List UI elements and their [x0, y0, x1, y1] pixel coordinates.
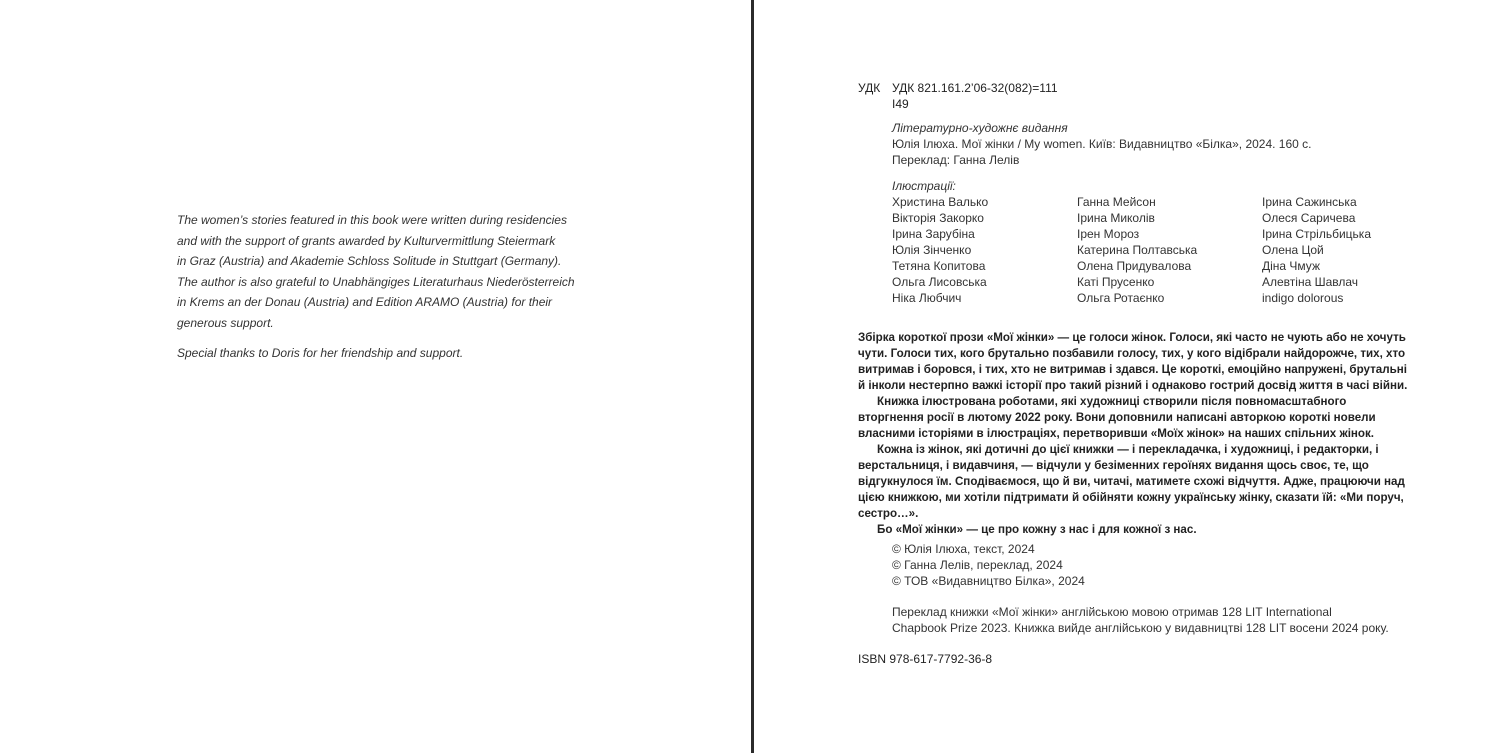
author-index: І49	[892, 97, 909, 111]
udk-code: УДК 821.161.2’06-32(082)=111	[892, 81, 1058, 95]
illustrator-name: indigo dolorous	[1262, 291, 1344, 305]
page-gutter-divider	[751, 0, 754, 753]
translation-credit: Переклад: Ганна Лелів	[892, 153, 1020, 167]
annotation-paragraph: Кожна із жінок, які дотичні до цієї книжки — і перекладачка, і художниці, і редакторки, і верстальниця, і видавчиня, — відчули у безіменних героїнях видання щось своє, те, що відгукнулося їм. Сподіваємося, що й ви, читачі, матимете схожі відчуття. Адже, працюючи над цією книжкою, ми хотіли підтримати й обійняти кожну українську жінку, сказати їй: «Ми поруч, сестро…».	[858, 443, 1405, 520]
right-page	[755, 0, 1506, 753]
isbn: ISBN 978-617-7792-36-8	[858, 652, 993, 666]
illustrators-block	[892, 178, 1371, 306]
bibliographic-record: Юлія Ілюха. Мої жінки / My women. Київ: Видавництво «Білка», 2024. 160 с.	[892, 137, 1312, 151]
annotation-paragraph: Книжка ілюстрована роботами, які художниці створили після повномасштабного вторгнення росії в лютому 2022 року. Вони доповнили написані авторкою короткі новели власними історіями в ілюстраціях, перетворивши «Моїх жінок» на наших спільних жінок.	[858, 395, 1376, 440]
illustrators-column	[1077, 194, 1197, 306]
udk-label: УДК	[858, 81, 881, 95]
illustrator-name: Тетяна Копитова	[892, 259, 986, 273]
prize-line: Переклад книжки «Мої жінки» англійською мовою отримав 128 LIT International	[892, 605, 1332, 619]
acknowledgement-block	[177, 210, 597, 364]
acknowledgement-line: The women’s stories featured in this book were written during residencies	[177, 213, 567, 227]
annotation-paragraph: Бо «Мої жінки» — це про кожну з нас і для кожної з нас.	[877, 523, 1197, 536]
illustrations-title: Ілюстрації:	[892, 179, 956, 193]
edition-info	[892, 120, 1312, 168]
illustrator-name: Діна Чмуж	[1262, 259, 1320, 273]
illustrator-name: Юлія Зінченко	[892, 243, 972, 257]
illustrators-column	[892, 194, 988, 306]
acknowledgement-line: and with the support of grants awarded by Kulturvermittlung Steiermark	[177, 233, 556, 248]
edition-type: Літературно-художнє видання	[892, 121, 1068, 135]
copyright-line: © ТОВ «Видавництво Білка», 2024	[892, 574, 1085, 588]
acknowledgement-line: in Krems an der Donau (Austria) and Edition ARAMO (Austria) for their	[177, 295, 553, 309]
annotation	[858, 330, 1408, 538]
illustrator-name: Ірен Мороз	[1077, 227, 1140, 241]
illustrator-name: Ольга Лисовська	[892, 275, 987, 289]
illustrator-name: Вікторія Закорко	[892, 211, 984, 225]
illustrator-name: Ганна Мейсон	[1077, 195, 1156, 209]
illustrator-name: Ольга Ротаєнко	[1077, 291, 1165, 305]
acknowledgement-paragraph	[177, 210, 597, 333]
prize-line: Chapbook Prize 2023. Книжка вийде англійською у видавництві 128 LIT восени 2024 року.	[892, 621, 1389, 635]
illustrator-name: Ірина Сажинська	[1262, 195, 1357, 209]
illustrator-name: Олена Придувалова	[1077, 259, 1192, 273]
acknowledgement-line: in Graz (Austria) and Akademie Schloss Solitude in Stuttgart (Germany).	[177, 254, 562, 268]
illustrators-columns	[892, 194, 1371, 306]
copyright-line: © Ганна Лелів, переклад, 2024	[892, 558, 1063, 572]
illustrator-name: Ірина Стрільбицька	[1262, 227, 1371, 241]
annotation-paragraph: Збірка короткої прози «Мої жінки» — це голоси жінок. Голоси, які часто не чують або не хочуть чути. Голоси тих, кого брутально позбавили голосу, тих, у кого відібрали найдорожче, тих, хто витримав і боровся, і тих, хто не витримав і здався. Це короткі, емоційно напружені, брутальні й інколи нестерпно важкі історії про такий різний і однаково гострий досвід життя в часі війни.	[858, 331, 1408, 392]
left-page	[0, 0, 752, 753]
acknowledgement-line: The author is also grateful to Unabhängiges Literaturhaus Niederösterreich	[177, 274, 575, 289]
illustrator-name: Ірина Миколів	[1077, 211, 1155, 225]
prize-note	[892, 604, 1389, 636]
illustrator-name: Ніка Любчич	[892, 291, 962, 305]
copyright-line: © Юлія Ілюха, текст, 2024	[892, 542, 1035, 556]
illustrators-column	[1262, 194, 1371, 306]
illustrator-name: Олеся Саричева	[1262, 211, 1356, 225]
illustrator-name: Христина Валько	[892, 195, 989, 209]
illustrator-name: Катерина Полтавська	[1077, 243, 1198, 257]
illustrator-name: Олена Цой	[1262, 243, 1324, 257]
acknowledgement-line: generous support.	[177, 315, 274, 330]
special-thanks: Special thanks to Doris for her friendship and support.	[177, 346, 464, 360]
illustrator-name: Ірина Зарубіна	[892, 227, 975, 241]
illustrator-name: Каті Прусенко	[1077, 275, 1155, 289]
copyright-block	[892, 541, 1085, 589]
illustrator-name: Алевтіна Шавлач	[1262, 275, 1359, 289]
